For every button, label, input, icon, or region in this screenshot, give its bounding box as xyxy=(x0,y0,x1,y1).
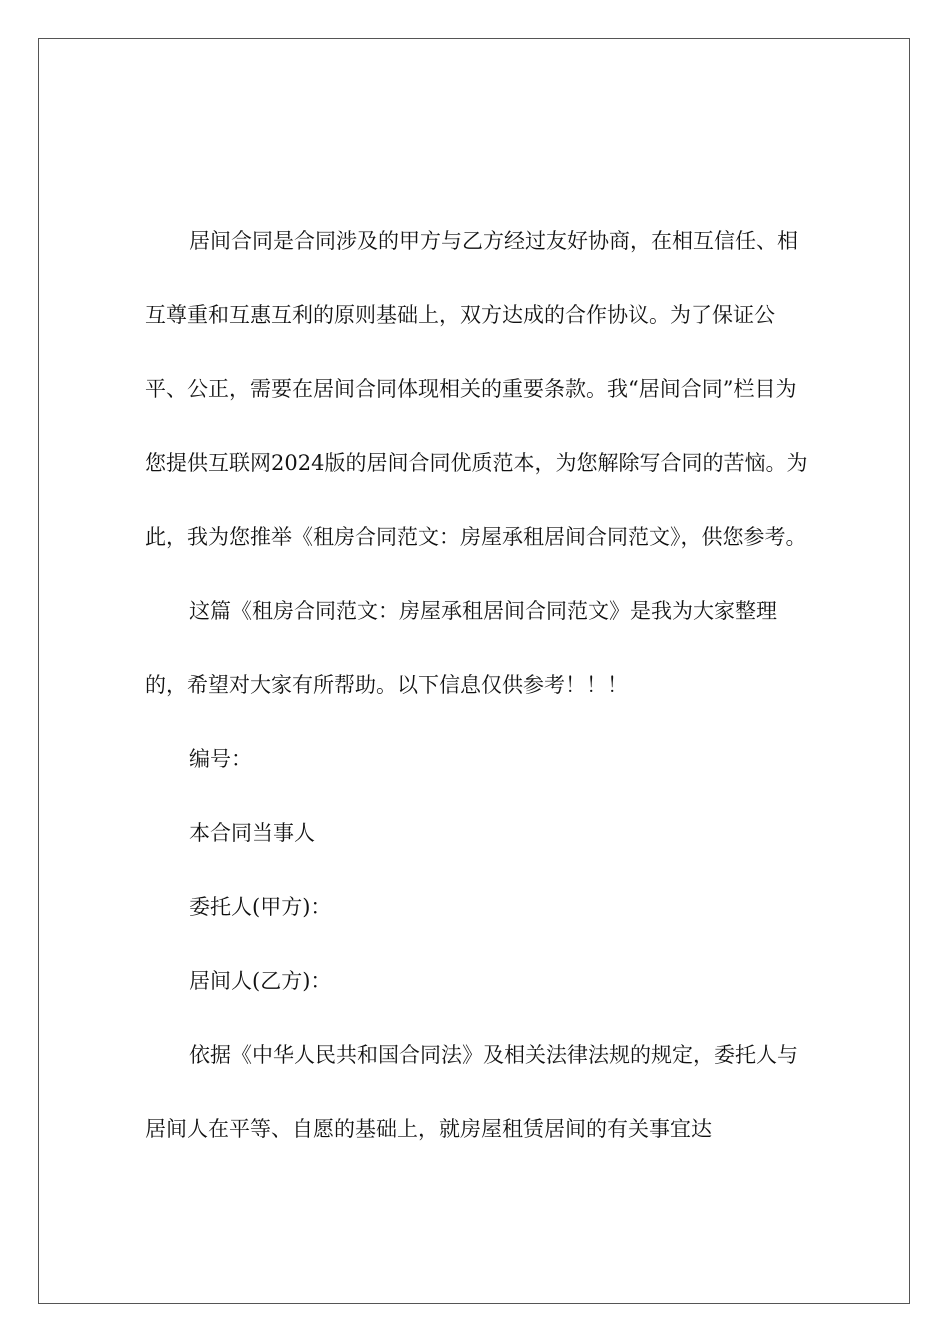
intro-paragraph: 居间合同是合同涉及的甲方与乙方经过友好协商，在相互信任、相互尊重和互惠互利的原则基础上，双方达成的合作协议。为了保证公平、公正，需要在居间合同体现相关的重要条款。我“居间合同”栏目为您提供互联网2024版的居间合同优质范本，为您解除写合同的苦恼。为此，我为您推举《租房合同范文：房屋承租居间合同范文》，供您参考。 xyxy=(145,229,808,549)
document-body xyxy=(145,204,810,1166)
parties-heading: 本合同当事人 xyxy=(189,821,315,845)
intermediary-party-label: 居间人(乙方)： xyxy=(189,969,332,993)
legal-basis-paragraph: 依据《中华人民共和国合同法》及相关法律法规的规定，委托人与居间人在平等、自愿的基础上，就房屋租赁居间的有关事宜达 xyxy=(145,1043,798,1141)
principal-party-label: 委托人(甲方)： xyxy=(189,895,332,919)
contract-number-label: 编号： xyxy=(189,747,252,771)
purpose-paragraph: 这篇《租房合同范文：房屋承租居间合同范文》是我为大家整理的，希望对大家有所帮助。以下信息仅供参考！！！ xyxy=(145,599,777,697)
